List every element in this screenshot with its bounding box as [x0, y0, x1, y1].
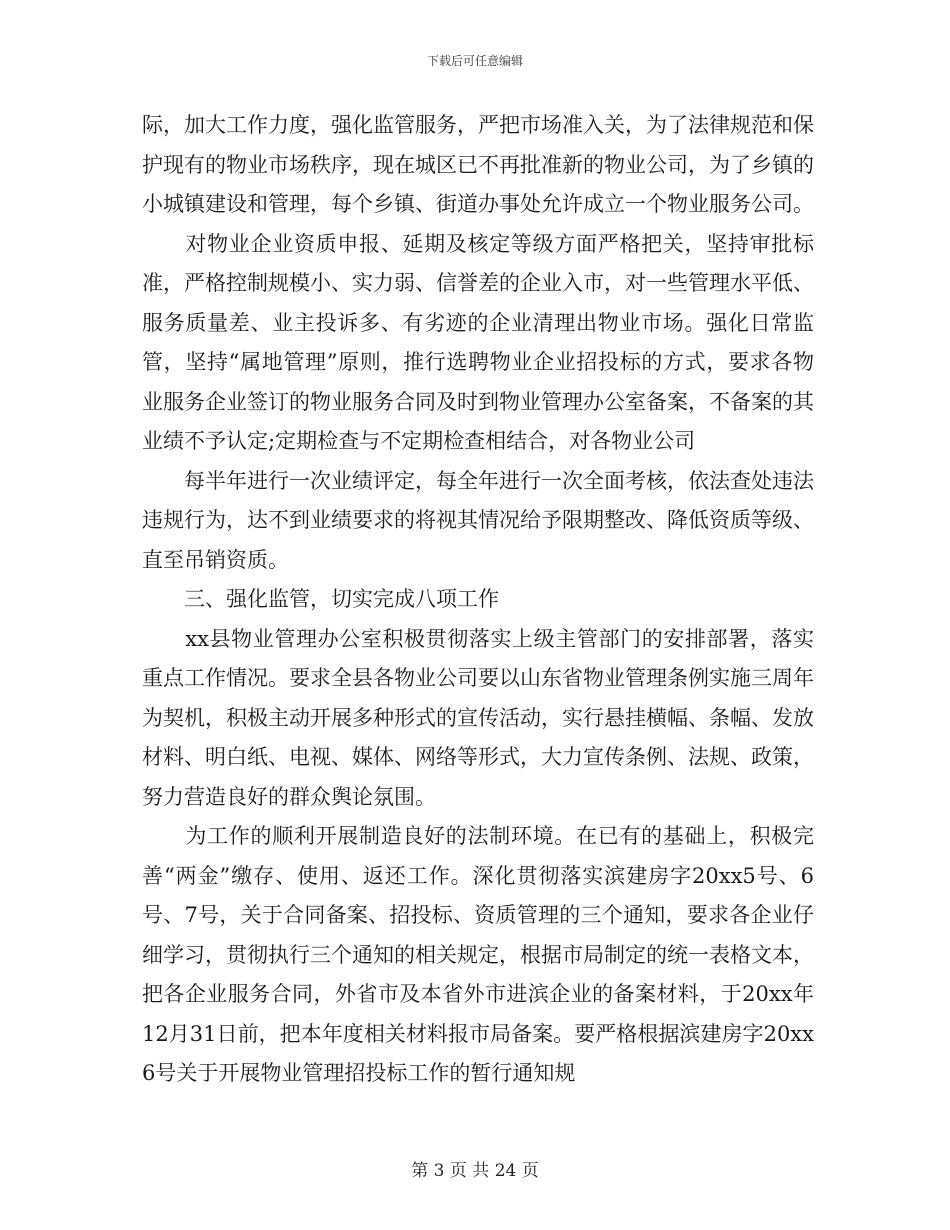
- section-heading: 三、强化监管，切实完成八项工作: [142, 587, 499, 611]
- page-number: 第 3 页 共 24 页: [411, 1161, 539, 1181]
- paragraph: 际，加大工作力度，强化监管服务，严把市场准入关，为了法律规范和保护现有的物业市场秩序，现在城区已不再批准新的物业公司，为了乡镇的小城镇建设和管理，每个乡镇、街道办事处允许成立一个物业服务公司。: [142, 113, 814, 216]
- paragraph: 对物业企业资质申报、延期及核定等级方面严格把关，坚持审批标准，严格控制规模小、实力弱、信誉差的企业入市，对一些管理水平低、服务质量差、业主投诉多、有劣迹的企业清理出物业市场。强化日常监管，坚持“属地管理”原则，推行选聘物业企业招投标的方式，要求各物业服务企业签订的物业服务合同及时到物业管理办公室备案，不备案的其业绩不予认定;定期检查与不定期检查相结合，对各物业公司: [142, 231, 814, 453]
- document-body: [142, 106, 814, 1094]
- paragraph: 为工作的顺利开展制造良好的法制环境。在已有的基础上，积极完善“两金”缴存、使用、返还工作。深化贯彻落实滨建房字20xx5号、6号、7号，关于合同备案、招投标、资质管理的三个通知，要求各企业仔细学习，贯彻执行三个通知的相关规定，根据市局制定的统一表格文本，把各企业服务合同，外省市及本省外市进滨企业的备案材料，于20xx年12月31日前，把本年度相关材料报市局备案。要严格根据滨建房字20xx6号关于开展物业管理招投标工作的暂行通知规: [142, 824, 814, 1085]
- paragraph: 每半年进行一次业绩评定，每全年进行一次全面考核，依法查处违法违规行为，达不到业绩要求的将视其情况给予限期整改、降低资质等级、直至吊销资质。: [142, 468, 814, 572]
- paragraph: xx县物业管理办公室积极贯彻落实上级主管部门的安排部署，落实重点工作情况。要求全县各物业公司要以山东省物业管理条例实施三周年为契机，积极主动开展多种形式的宣传活动，实行悬挂横幅、条幅、发放材料、明白纸、电视、媒体、网络等形式，大力宣传条例、法规、政策，努力营造良好的群众舆论氛围。: [142, 626, 814, 809]
- page-header: 下载后可任意编辑: [426, 54, 523, 68]
